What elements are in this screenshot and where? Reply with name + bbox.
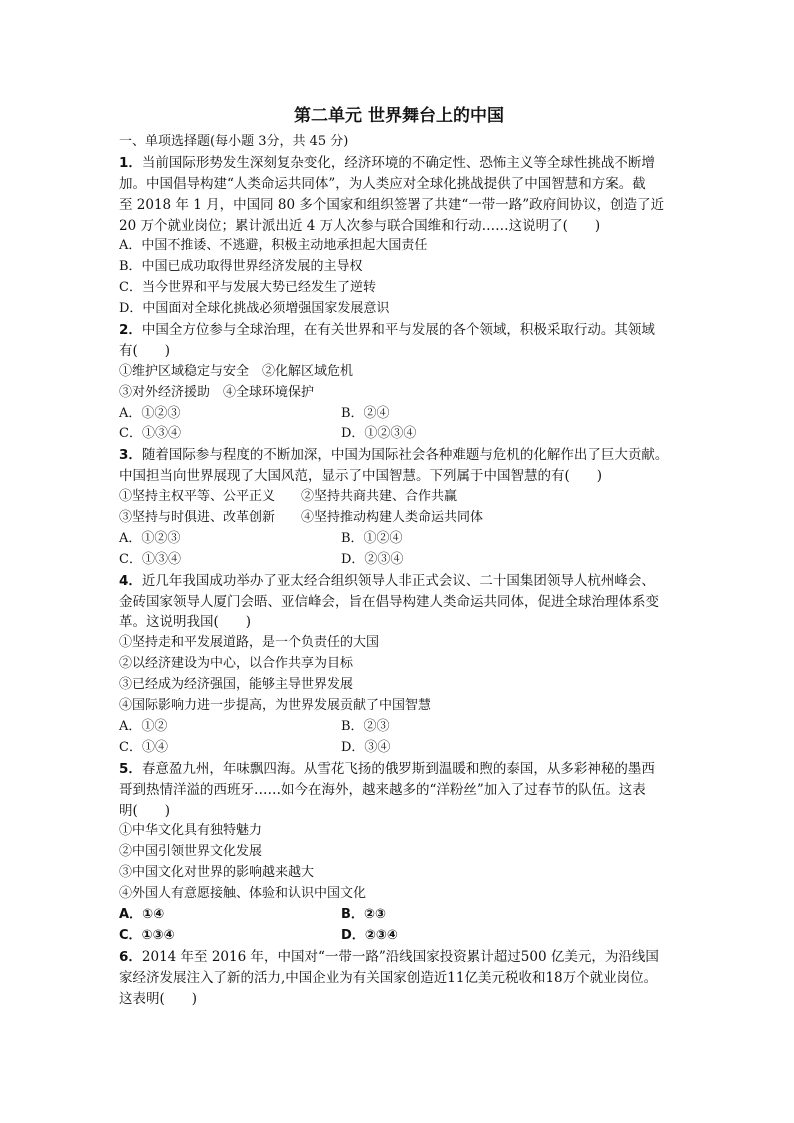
question-2-options-row [119,424,679,445]
question-4-item: ②以经济建设为中心，以合作共享为目标 [119,656,354,672]
option-c: C．①④ [119,739,168,755]
question-2-item: ①维护区域稳定与安全 ②化解区域危机 [119,363,354,379]
option-d: D．③④ [341,739,391,755]
question-2-options-row [119,404,679,425]
option-d: D．①②③④ [341,426,417,442]
question-5-item: ①中华文化具有独特魅力 [119,823,263,839]
question-5-line: 明( ) [119,802,171,819]
question-5-item: ③中国文化对世界的影响越来越大 [119,865,315,881]
question-5-options-row [119,926,679,947]
question-number: 2． [119,322,142,339]
question-2-line: 有( ) [119,342,171,359]
question-5-line: 5．春意盈九州，年味飘四海。从雪花飞扬的俄罗斯到温暖和煦的泰国，从多彩神秘的墨西 [119,760,655,777]
question-number: 3． [119,447,142,464]
question-6-line: 6．2014 年至 2016 年，中国对“一带一路”沿线国家投资累计超过500 亿美元，为沿线国 [119,948,659,965]
question-5-item: ④外国人有意愿接触、体验和认识中国文化 [119,886,367,902]
option-b: B．②③ [341,718,390,734]
question-5-item: ②中国引领世界文化发展 [119,844,263,860]
option-a: A．①②③ [119,405,181,421]
page-title: 第二单元 世界舞台上的中国 [294,106,504,126]
option-a: A．①④ [119,906,165,922]
section-heading: 一、单项选择题(每小题 3分，共 45 分) [119,134,349,149]
question-5-options-row [119,905,679,926]
question-1-line: 加。中国倡导构建“人类命运共同体”，为人类应对全球化挑战提供了中国智慧和方案。截 [119,175,646,192]
option-a: A．①②③ [119,530,181,546]
question-4-item: ③已经成为经济强国，能够主导世界发展 [119,677,354,693]
question-3-options-row [119,550,679,571]
option-c: C．①③④ [119,927,175,943]
question-6-line: 这表明( ) [119,990,198,1007]
question-1-line: 1．当前国际形势发生深刻复杂变化，经济环境的不确定性、恐怖主义等全球性挑战不断增 [119,154,655,171]
question-number: 4． [119,572,142,589]
question-4-item: ④国际影响力进一步提高，为世界发展贡献了中国智慧 [119,698,432,714]
question-4-item: ①坚持走和平发展道路，是一个负责任的大国 [119,635,380,651]
option-d: D．②③④ [341,551,404,567]
option-c: C．①③④ [119,426,181,442]
question-4-line: 金砖国家领导人厦门会晤、亚信峰会，旨在倡导构建人类命运共同体，促进全球治理体系变 [119,593,659,610]
question-number: 5． [119,760,142,777]
option-b: B．②③ [341,906,386,922]
question-5-line: 哥到热情洋溢的西班牙……如今在海外，越来越多的“洋粉丝”加入了过春节的队伍。这表 [119,781,646,798]
question-4-line: 革。这说明我国( ) [119,614,252,631]
question-3-line: 中国担当向世界展现了大国风范，显示了中国智慧。下列属于中国智慧的有( ) [119,468,603,485]
question-1-line: 至 2018 年 1 月，中国同 80 多个国家和组织签署了共建“一带一路”政府间协议，创造了近 [119,196,665,213]
question-1-option-c: C．当今世界和平与发展大势已经发生了逆转 [119,280,376,296]
question-1-option-b: B．中国已成功取得世界经济发展的主导权 [119,259,363,275]
question-3-item: ①坚持主权平等、公平正义 ②坚持共商共建、合作共赢 [119,489,458,505]
question-number: 6． [119,948,142,965]
option-b: B．①②④ [341,530,403,546]
question-number: 1． [119,154,142,171]
question-4-line: 4．近几年我国成功举办了亚太经合组织领导人非正式会议、二十国集团领导人杭州峰会、 [119,572,655,589]
option-a: A．①② [119,718,168,734]
question-1-option-d: D．中国面对全球化挑战必须增强国家发展意识 [119,301,390,317]
question-2-line: 2．中国全方位参与全球治理，在有关世界和平与发展的各个领域，积极采取行动。其领域 [119,322,655,339]
document-page [119,100,679,1009]
question-4-options-row [119,738,679,759]
question-2-item: ③对外经济援助 ④全球环境保护 [119,384,315,400]
option-c: C．①③④ [119,551,181,567]
question-4-options-row [119,717,679,738]
question-6-line: 家经济发展注入了新的活力,中国企业为有关国家创造近11亿美元税收和18万个就业岗位。 [119,969,658,986]
option-d: D．②③④ [341,927,398,943]
question-1-line: 20 万个就业岗位；累计派出近 4 万人次参与联合国维和行动……这说明了( ) [119,217,601,234]
question-3-item: ③坚持与时俱进、改革创新 ④坚持推动构建人类命运共同体 [119,510,484,526]
option-b: B．②④ [341,405,390,421]
question-1-option-a: A．中国不推诿、不逃避，积极主动地承担起大国责任 [119,238,428,254]
question-3-options-row [119,529,679,550]
question-3-line: 3．随着国际参与程度的不断加深，中国为国际社会各种难题与危机的化解作出了巨大贡献。 [119,447,669,464]
